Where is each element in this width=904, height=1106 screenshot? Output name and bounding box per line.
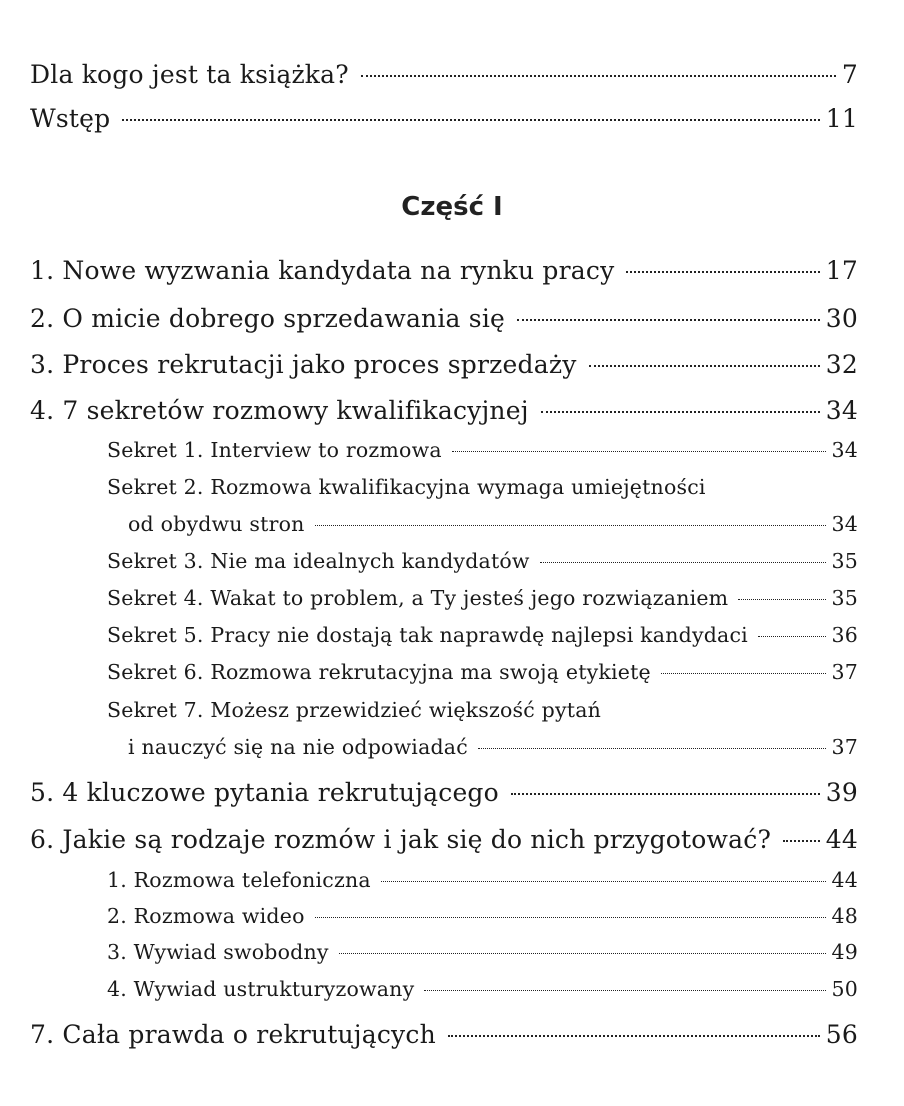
- dot-leader: [541, 411, 820, 413]
- toc-entry-label: 5. 4 kluczowe pytania rekrutującego: [30, 778, 499, 807]
- toc-entry-page: 17: [825, 256, 858, 285]
- toc-entry-page: 36: [831, 623, 858, 647]
- toc-interview-3: [107, 940, 858, 964]
- toc-secret-1: [107, 438, 858, 462]
- toc-chapter-7: [30, 1020, 858, 1049]
- dot-leader: [381, 881, 826, 882]
- toc-interview-2: [107, 904, 858, 928]
- toc-entry-introduction: [30, 104, 858, 133]
- toc-entry-label: 7. Cała prawda o rekrutujących: [30, 1020, 436, 1049]
- toc-secret-3: [107, 549, 858, 573]
- toc-chapter-1: [30, 256, 858, 285]
- toc-entry-label: 4. Wywiad ustrukturyzowany: [107, 977, 415, 1001]
- dot-leader: [339, 953, 826, 954]
- toc-entry-label: 1. Rozmowa telefoniczna: [107, 868, 371, 892]
- toc-entry-page: 11: [825, 104, 858, 133]
- toc-entry-page: 44: [831, 868, 858, 892]
- toc-entry-for-whom: [30, 60, 858, 89]
- toc-interview-1: [107, 868, 858, 892]
- toc-chapter-6: [30, 825, 858, 854]
- toc-entry-page: 7: [841, 60, 858, 89]
- toc-entry-page: 34: [831, 438, 858, 462]
- toc-entry-page: 50: [831, 977, 858, 1001]
- toc-entry-page: 34: [825, 396, 858, 425]
- toc-entry-label: Sekret 3. Nie ma idealnych kandydatów: [107, 549, 530, 573]
- dot-leader: [361, 75, 836, 77]
- dot-leader: [424, 990, 825, 991]
- toc-interview-4: [107, 977, 858, 1001]
- dot-leader: [478, 748, 826, 749]
- toc-chapter-4: [30, 396, 858, 425]
- toc-entry-page: 48: [831, 904, 858, 928]
- toc-secret-4: [107, 586, 858, 610]
- toc-entry-label: 4. 7 sekretów rozmowy kwalifikacyjnej: [30, 396, 529, 425]
- toc-entry-label: 1. Nowe wyzwania kandydata na rynku pracy: [30, 256, 615, 285]
- toc-entry-label: 2. O micie dobrego sprzedawania się: [30, 304, 506, 333]
- dot-leader: [589, 365, 820, 367]
- toc-entry-page: 35: [831, 586, 858, 610]
- dot-leader: [315, 525, 826, 526]
- toc-entry-page: 39: [825, 778, 858, 807]
- toc-secret-7-line1: Sekret 7. Możesz przewidzieć większość pytań: [107, 698, 602, 722]
- toc-secret-6: [107, 660, 858, 684]
- dot-leader: [540, 562, 826, 563]
- toc-chapter-2: [30, 304, 858, 333]
- toc-entry-page: 44: [825, 825, 858, 854]
- toc-entry-label: 3. Proces rekrutacji jako proces sprzedaży: [30, 350, 577, 379]
- dot-leader: [448, 1035, 820, 1037]
- dot-leader: [315, 917, 826, 918]
- dot-leader: [738, 599, 825, 600]
- dot-leader: [783, 840, 820, 842]
- dot-leader: [661, 673, 826, 674]
- toc-entry-label: Sekret 4. Wakat to problem, a Ty jesteś jego rozwiązaniem: [107, 586, 729, 610]
- toc-entry-label: i nauczyć się na nie odpowiadać: [128, 735, 468, 759]
- toc-entry-page: 30: [825, 304, 858, 333]
- toc-entry-label: 6. Jakie są rodzaje rozmów i jak się do nich przygotować?: [30, 825, 772, 854]
- toc-chapter-3: [30, 350, 858, 379]
- toc-chapter-5: [30, 778, 858, 807]
- toc-entry-label: Sekret 5. Pracy nie dostają tak naprawdę najlepsi kandydaci: [107, 623, 748, 647]
- toc-secret-2-line1: Sekret 2. Rozmowa kwalifikacyjna wymaga umiejętności: [107, 475, 706, 499]
- toc-entry-page: 37: [831, 660, 858, 684]
- dot-leader: [758, 636, 826, 637]
- toc-entry-label: Wstęp: [30, 104, 111, 133]
- toc-entry-page: 37: [831, 735, 858, 759]
- toc-secret-5: [107, 623, 858, 647]
- toc-entry-page: 49: [831, 940, 858, 964]
- toc-secret-2: [128, 512, 858, 536]
- dot-leader: [122, 119, 819, 121]
- toc-entry-label: 2. Rozmowa wideo: [107, 904, 305, 928]
- toc-entry-label: od obydwu stron: [128, 512, 305, 536]
- part-heading: Część I: [401, 192, 503, 222]
- toc-entry-page: 34: [831, 512, 858, 536]
- toc-entry-page: 32: [825, 350, 858, 379]
- toc-entry-page: 35: [831, 549, 858, 573]
- toc-secret-7: [128, 735, 858, 759]
- dot-leader: [626, 271, 819, 273]
- toc-entry-label: Dla kogo jest ta książka?: [30, 60, 349, 89]
- toc-entry-label: Sekret 6. Rozmowa rekrutacyjna ma swoją etykietę: [107, 660, 651, 684]
- toc-entry-label: 3. Wywiad swobodny: [107, 940, 329, 964]
- dot-leader: [517, 319, 820, 321]
- dot-leader: [452, 451, 826, 452]
- dot-leader: [511, 793, 820, 795]
- toc-entry-page: 56: [825, 1020, 858, 1049]
- toc-entry-label: Sekret 1. Interview to rozmowa: [107, 438, 442, 462]
